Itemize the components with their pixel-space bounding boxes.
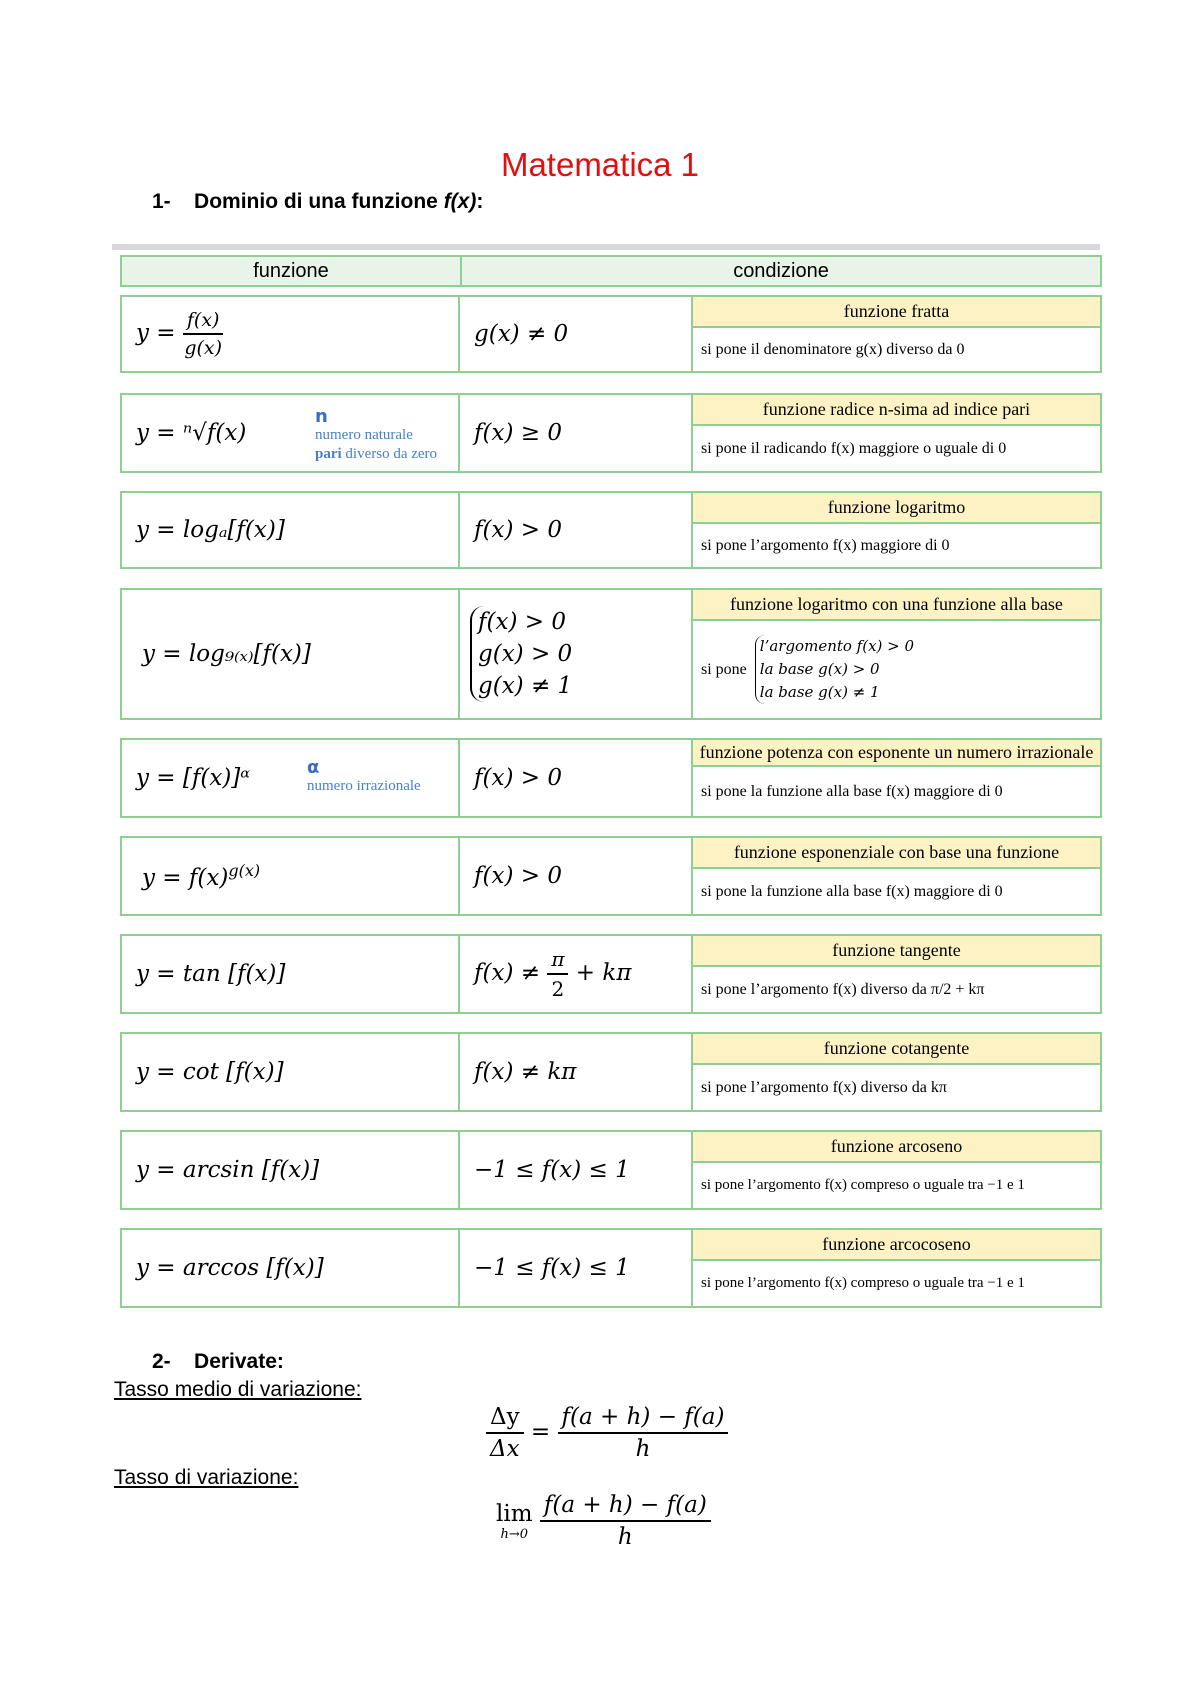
condition-formula: f(x) > 0 — [474, 765, 562, 791]
condition-formula: −1 ≤ f(x) ≤ 1 — [474, 1255, 630, 1281]
condition-line: f(x) > 0 — [478, 609, 566, 635]
condition-cell — [460, 1034, 693, 1110]
condition-formula: f(x) ≥ 0 — [474, 420, 562, 446]
function-cell — [122, 493, 460, 567]
condition-formula: f(x) > 0 — [474, 863, 562, 889]
description-cell — [693, 297, 1100, 371]
function-description: si pone la funzione alla base f(x) maggiore di 0 — [701, 882, 1003, 900]
function-cell — [122, 838, 460, 914]
description-cell — [693, 493, 1100, 567]
table-header — [120, 255, 1102, 287]
limit-operator — [496, 1501, 533, 1542]
condition-cell — [460, 1132, 693, 1208]
note-line-2-text: diverso da zero — [341, 446, 438, 462]
function-formula: y = logₐ[f(x)] — [136, 517, 285, 543]
condition-formula: f(x) > 0 — [474, 517, 562, 543]
note-bold-word: pari — [315, 446, 342, 462]
function-fraction — [183, 309, 224, 359]
domain-row-arcoseno — [120, 1130, 1102, 1210]
tasso-medio-label: Tasso medio di variazione: — [114, 1378, 362, 1401]
domain-row-radice — [120, 393, 1102, 473]
condition-suffix: + kπ — [575, 960, 632, 986]
condition-cell — [460, 395, 693, 471]
function-type-label: funzione esponenziale con base una funzione — [693, 838, 1100, 869]
function-cell — [122, 395, 460, 471]
function-type-label: funzione radice n-sima ad indice pari — [693, 395, 1100, 426]
function-description: si pone l’argomento f(x) diverso da π/2 + kπ — [701, 980, 985, 998]
description-line: la base g(x) > 0 — [759, 660, 880, 678]
fraction-numerator: f(a + h) − f(a) — [540, 1492, 711, 1522]
condition-cell — [460, 493, 693, 567]
function-type-label: funzione logaritmo — [693, 493, 1100, 524]
function-type-label: funzione arcocoseno — [693, 1230, 1100, 1261]
condition-system — [470, 606, 572, 702]
domain-row-potenza — [120, 738, 1102, 818]
description-cell — [693, 740, 1100, 816]
function-exponent: g(x) — [228, 861, 261, 881]
fraction-numerator: π — [547, 947, 568, 975]
description-cell — [693, 1034, 1100, 1110]
fraction-denominator: Δx — [490, 1436, 520, 1462]
delta-fraction — [486, 1404, 524, 1462]
note-symbol: α — [307, 757, 320, 778]
tasso-label: Tasso di variazione: — [114, 1466, 299, 1489]
function-description: si pone l’argomento f(x) compreso o uguale tra −1 e 1 — [701, 1177, 1025, 1193]
header-condizione: condizione — [733, 259, 829, 282]
description-cell — [693, 1132, 1100, 1208]
tasso-medio-formula — [486, 1404, 728, 1462]
description-cell — [693, 838, 1100, 914]
table-top-shadow — [112, 244, 1100, 250]
section-1-number: 1- — [152, 190, 171, 213]
domain-row-logaritmo — [120, 491, 1102, 569]
function-cell — [122, 1132, 460, 1208]
domain-row-logaritmo-base — [120, 588, 1102, 720]
difference-quotient — [540, 1492, 711, 1550]
domain-row-cotangente — [120, 1032, 1102, 1112]
fraction-numerator: f(a + h) − f(a) — [558, 1404, 729, 1434]
function-description — [693, 621, 1100, 718]
function-type-label: funzione arcoseno — [693, 1132, 1100, 1163]
description-cell — [693, 590, 1100, 718]
section-2-number: 2- — [152, 1350, 171, 1373]
function-type-label: funzione tangente — [693, 936, 1100, 967]
condition-line: g(x) ≠ 1 — [478, 673, 573, 699]
function-base: y = f(x) — [142, 864, 229, 891]
description-cell — [693, 1230, 1100, 1306]
description-cell — [693, 395, 1100, 471]
domain-row-fratta — [120, 295, 1102, 373]
section-1-fx: f(x) — [443, 190, 477, 213]
function-description: si pone l’argomento f(x) diverso da kπ — [701, 1078, 947, 1096]
description-line: l’argomento f(x) > 0 — [759, 637, 915, 655]
function-formula: y = log₉₍ₓ₎[f(x)] — [142, 641, 311, 667]
condition-prefix: f(x) ≠ — [474, 960, 548, 986]
function-type-label: funzione cotangente — [693, 1034, 1100, 1065]
function-formula: y = arccos [f(x)] — [136, 1255, 324, 1281]
function-formula: y = cot [f(x)] — [136, 1059, 284, 1085]
description-line: la base g(x) ≠ 1 — [759, 683, 880, 701]
header-funzione: funzione — [122, 257, 462, 285]
function-formula — [136, 309, 223, 359]
function-cell — [122, 1034, 460, 1110]
section-1-colon: : — [476, 190, 484, 213]
condition-fraction — [547, 947, 568, 1001]
fraction-denominator: h — [635, 1436, 651, 1462]
tasso-formula — [496, 1492, 711, 1550]
function-description: si pone il radicando f(x) maggiore o uguale di 0 — [701, 439, 1007, 457]
function-type-label: funzione logaritmo con una funzione alla base — [693, 590, 1100, 621]
condition-cell — [460, 297, 693, 371]
function-type-label: funzione potenza con esponente un numero irrazionale — [693, 740, 1100, 767]
domain-row-tangente — [120, 934, 1102, 1014]
condition-cell — [460, 1230, 693, 1306]
function-type-label: funzione fratta — [693, 297, 1100, 328]
note-line-1: numero naturale — [315, 427, 413, 443]
function-note — [307, 758, 421, 796]
condition-line: g(x) > 0 — [478, 641, 573, 667]
limit-subscript: h→0 — [500, 1526, 529, 1542]
section-2-text: Derivate: — [194, 1350, 284, 1373]
function-formula: y = tan [f(x)] — [136, 961, 286, 987]
function-description: si pone il denominatore g(x) diverso da 0 — [701, 340, 965, 358]
condition-cell — [460, 590, 693, 718]
fraction-denominator: h — [617, 1524, 633, 1550]
function-cell — [122, 936, 460, 1012]
condition-cell — [460, 740, 693, 816]
fraction-denominator: 2 — [551, 977, 565, 1001]
description-prefix: si pone — [701, 660, 747, 678]
condition-cell — [460, 936, 693, 1012]
function-formula: y = ⁿ√f(x) — [136, 420, 247, 446]
note-line-2 — [315, 445, 437, 464]
function-cell — [122, 1230, 460, 1306]
section-2-heading — [152, 1350, 284, 1374]
equals-sign: = — [530, 1419, 551, 1445]
description-cell — [693, 936, 1100, 1012]
difference-quotient — [558, 1404, 729, 1462]
domain-row-arcocoseno — [120, 1228, 1102, 1308]
function-cell — [122, 590, 460, 718]
section-1-text: Dominio di una funzione — [194, 190, 438, 213]
fraction-numerator: Δy — [486, 1404, 524, 1434]
note-line-1: numero irrazionale — [307, 778, 421, 794]
function-formula — [142, 861, 260, 891]
function-description: si pone la funzione alla base f(x) maggiore di 0 — [701, 782, 1003, 800]
note-symbol: n — [315, 406, 328, 427]
description-brace — [755, 635, 914, 704]
function-formula: y = arcsin [f(x)] — [136, 1157, 320, 1183]
function-cell — [122, 740, 460, 816]
condition-cell — [460, 838, 693, 914]
condition-brace — [470, 606, 572, 702]
function-formula: y = [f(x)]ᵅ — [136, 765, 251, 791]
fraction-denominator: g(x) — [184, 337, 223, 359]
function-cell — [122, 297, 460, 371]
condition-formula: g(x) ≠ 0 — [474, 321, 569, 347]
condition-formula: f(x) ≠ kπ — [474, 1059, 577, 1085]
condition-formula: −1 ≤ f(x) ≤ 1 — [474, 1157, 630, 1183]
function-description: si pone l’argomento f(x) maggiore di 0 — [701, 536, 950, 554]
function-description: si pone l’argomento f(x) compreso o uguale tra −1 e 1 — [701, 1275, 1025, 1291]
limit-text: lim — [496, 1500, 533, 1527]
fraction-numerator: f(x) — [183, 309, 224, 335]
domain-row-esponenziale — [120, 836, 1102, 916]
page-title: Matematica 1 — [500, 146, 700, 183]
function-prefix: y = — [136, 320, 183, 346]
section-1-heading — [152, 190, 483, 214]
condition-formula — [474, 947, 631, 1001]
function-note — [315, 407, 437, 464]
